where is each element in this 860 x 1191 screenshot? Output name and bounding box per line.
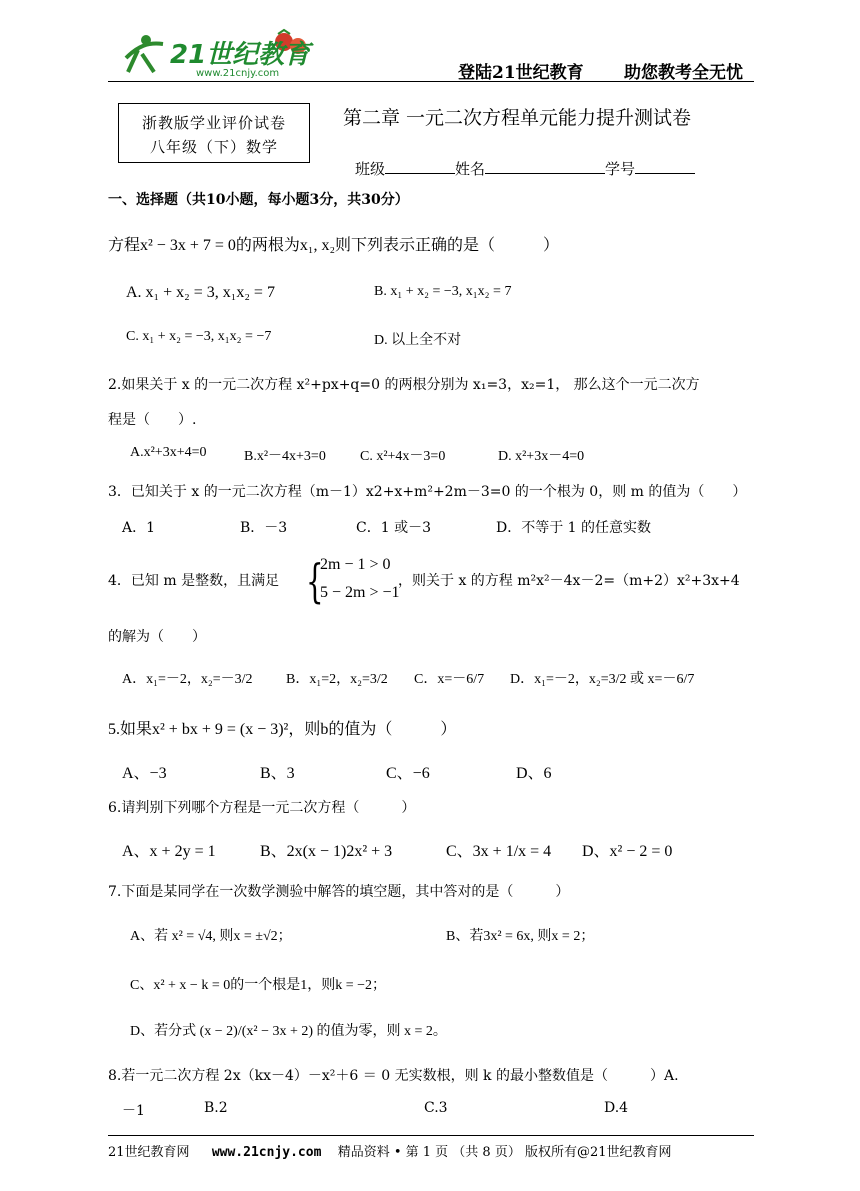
q6-option-b[interactable]: B、2x(x − 1)2x² + 3 — [260, 843, 393, 860]
q5-stem — [108, 716, 456, 739]
q6-option-a[interactable]: A、x + 2y = 1 — [122, 843, 216, 860]
q4-stem-b: ，则关于 x 的方程 m²x²－4x－2=（m+2）x²+3x+4 — [398, 573, 740, 589]
q1-stem: 方程x² − 3x + 7 = 0的两根为x₁, x₂则下列表示正确的是（ ） — [108, 237, 560, 254]
q5-option-c[interactable]: C、−6 — [386, 765, 430, 782]
brace-icon: { — [306, 554, 324, 608]
q7-option-b[interactable]: B、若3x² = 6x, 则x = 2； — [446, 929, 595, 944]
id-blank[interactable] — [635, 158, 695, 174]
q1-option-a[interactable]: A. x₁ + x₂ = 3, x₁x₂ = 7 — [126, 284, 275, 301]
footer — [108, 1141, 672, 1160]
q2-option-b[interactable]: B.x²－4x+3=0 — [244, 449, 326, 464]
q8-num: 8. — [108, 1068, 122, 1084]
q8-option-d[interactable]: D.4 — [604, 1100, 629, 1116]
q7-stem — [108, 881, 569, 901]
q4-num: 4． — [108, 573, 131, 589]
q7-num: 7. — [108, 884, 122, 900]
q2-num: 2. — [108, 377, 122, 393]
q5-option-b[interactable]: B、3 — [260, 765, 295, 782]
logo-url: www.21cnjy.com — [196, 68, 280, 79]
q7-option-a[interactable]: A、若 x² = √4, 则x = ±√2； — [130, 929, 292, 944]
q3-num: 3． — [108, 484, 131, 500]
class-blank[interactable] — [385, 158, 455, 174]
q3-stem — [108, 481, 746, 501]
q8-stem — [108, 1065, 679, 1085]
student-info — [355, 158, 695, 179]
header-rule — [108, 81, 754, 82]
q8-option-c[interactable]: C.3 — [424, 1100, 448, 1116]
q5-stem-text: 如果x² + bx + 9 = (x − 3)²，则b的值为（ ） — [120, 721, 457, 738]
q3-option-a[interactable]: A．1 — [122, 520, 156, 536]
q6-stem — [108, 797, 415, 817]
q6-option-c[interactable]: C、3x + 1/x = 4 — [446, 843, 552, 860]
q1-option-b[interactable]: B. x₁ + x₂ = −3, x₁x₂ = 7 — [374, 284, 512, 299]
q2-stem2: 程是（ ）. — [108, 412, 197, 428]
edition-line1: 浙教版学业评价试卷 — [141, 114, 286, 132]
q7-stem-text: 下面是某同学在一次数学测验中解答的填空题，其中答对的是（ ） — [121, 884, 570, 900]
q2-stem-text: 如果关于 x 的一元二次方程 x²+px+q=0 的两根分别为 x₁=3，x₂=1， 那么这个一元二次方 — [121, 377, 700, 393]
q8-option-b[interactable]: B.2 — [204, 1100, 228, 1116]
q4-option-c[interactable]: C．x=－6/7 — [414, 672, 485, 687]
q2-option-c[interactable]: C. x²+4x－3=0 — [360, 449, 446, 464]
page-title: 第二章 一元二次方程单元能力提升测试卷 — [343, 107, 692, 129]
q4-option-d[interactable]: D．x₁=－2，x₂=3/2 或 x=－6/7 — [510, 672, 695, 687]
q4-option-b[interactable]: B．x₁=2，x₂=3/2 — [286, 672, 388, 687]
q2-option-d[interactable]: D. x²+3x－4=0 — [498, 449, 585, 464]
footer-url-link[interactable]: www.21cnjy.com — [211, 1145, 322, 1160]
name-blank[interactable] — [485, 158, 605, 174]
q3-option-d[interactable]: D．不等于 1 的任意实数 — [496, 520, 652, 536]
edition-line2: 八年级（下）数学 — [149, 138, 278, 156]
q4-option-a[interactable]: A．x₁=－2，x₂=－3/2 — [122, 672, 253, 687]
q4-stem-a-text: 已知 m 是整数，且满足 — [130, 573, 280, 589]
q1-option-d[interactable]: D. 以上全不对 — [374, 333, 462, 348]
q4-system-1: 2m − 1 > 0 — [320, 556, 391, 573]
q8-stem-text: 若一元二次方程 2x（kx－4）－x²＋6 ＝ 0 无实数根，则 k 的最小整数值是（ ）A. — [121, 1068, 679, 1084]
q2-stem — [108, 374, 700, 394]
logo-text: 21世纪教育 — [170, 40, 311, 70]
section-heading: 一、选择题（共10小题，每小题3分，共30分） — [108, 192, 409, 208]
q5-option-a[interactable]: A、−3 — [122, 765, 167, 782]
name-label: 姓名 — [455, 160, 486, 178]
q3-option-b[interactable]: B．－3 — [240, 520, 288, 536]
q5-option-d[interactable]: D、6 — [516, 765, 552, 782]
q1-option-c[interactable]: C. x₁ + x₂ = −3, x₁x₂ = −7 — [126, 329, 272, 344]
q7-option-d[interactable]: D、若分式 (x − 2)/(x² − 3x + 2) 的值为零，则 x = 2。 — [130, 1024, 447, 1039]
q4-stem-a — [108, 570, 279, 590]
q5-num: 5. — [108, 721, 120, 738]
q4-stem2: 的解为（ ） — [108, 629, 206, 645]
footer-site: 21世纪教育网 — [108, 1145, 190, 1160]
class-label: 班级 — [355, 160, 386, 178]
slogan-left: 登陆21世纪教育 — [458, 63, 584, 83]
edition-box — [118, 103, 310, 163]
id-label: 学号 — [605, 160, 636, 178]
q4-system-2: 5 − 2m > −1 — [320, 584, 400, 601]
q7-option-c[interactable]: C、x² + x − k = 0的一个根是1，则k = −2； — [130, 978, 387, 993]
q6-option-d[interactable]: D、x² − 2 = 0 — [582, 843, 673, 860]
footer-page-info: 精品资料 • 第 1 页 （共 8 页） 版权所有@21世纪教育网 — [337, 1145, 672, 1160]
footer-rule — [108, 1135, 754, 1136]
q3-option-c[interactable]: C．1 或－3 — [356, 520, 431, 536]
q6-stem-text: 请判别下列哪个方程是一元二次方程（ ） — [121, 800, 416, 816]
q2-option-a[interactable]: A.x²+3x+4=0 — [130, 445, 207, 460]
logo — [108, 28, 318, 86]
q8-option-a[interactable]: －1 — [122, 1103, 145, 1119]
q3-stem-text: 已知关于 x 的一元二次方程（m－1）x2+x+m²+2m－3=0 的一个根为 0，则 m 的值为（ ） — [130, 484, 747, 500]
slogan-right: 助您教考全无忧 — [624, 63, 743, 83]
q6-num: 6. — [108, 800, 122, 816]
